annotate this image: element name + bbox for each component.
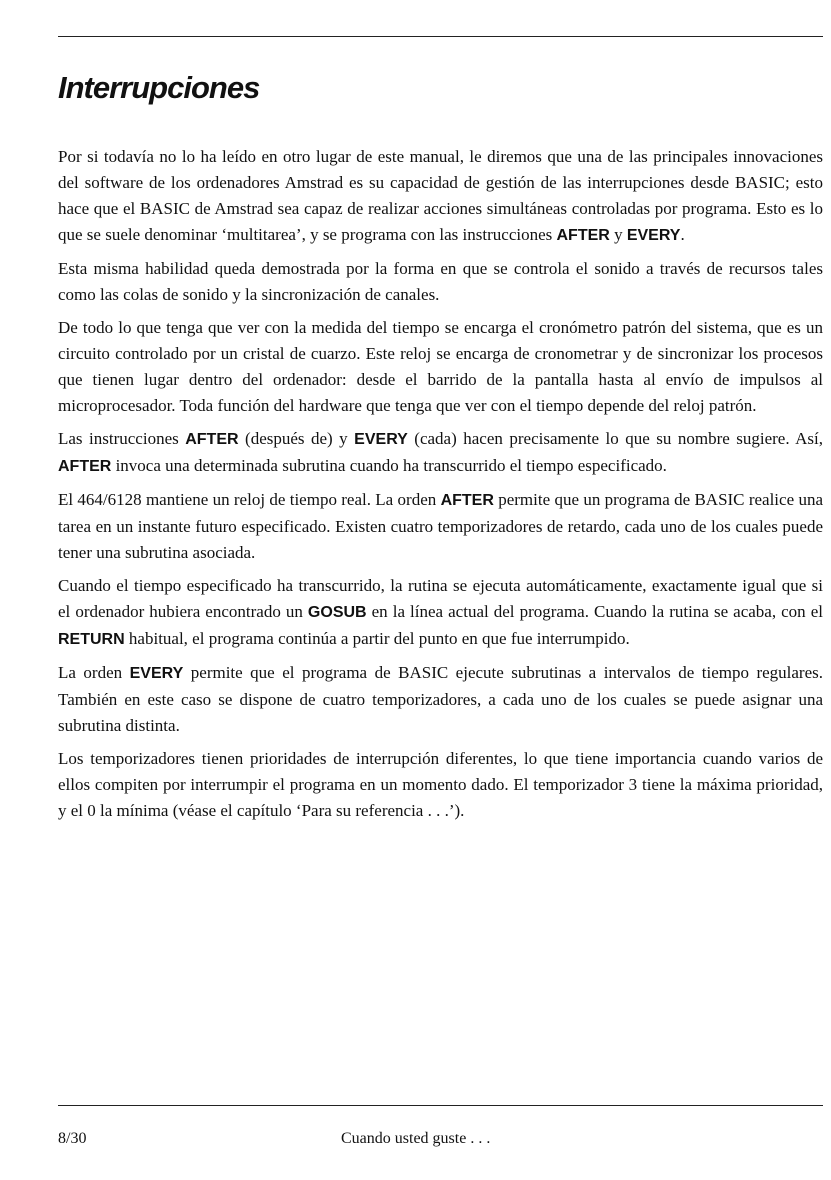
text-run: permite que un programa de BASIC realice una tarea en un instante futuro especificado. Existen cuatro temporizadores de retardo, cada uno de los cuales puede tener una subrutina asociada. — [58, 490, 823, 562]
paragraph-8 — [58, 746, 823, 824]
text-run: Cuando el tiempo especificado ha transcurrido, la rutina se ejecuta automáticamente, exactamente igual que si el ordenador hubiera encontrado un — [58, 576, 823, 621]
text-run: Las instrucciones — [58, 429, 186, 448]
text-run: invoca una determinada subrutina cuando ha transcurrido el tiempo especificado. — [111, 456, 667, 475]
paragraph-4 — [58, 426, 823, 480]
paragraph-6 — [58, 573, 823, 653]
paragraph-7 — [58, 660, 823, 739]
text-run: El 464/6128 mantiene un reloj de tiempo real. La orden — [58, 490, 441, 509]
text-run: habitual, el programa continúa a partir del punto en que fue interrumpido. — [124, 629, 630, 648]
text-run: (cada) hacen precisamente lo que su nombre sugiere. Así, — [407, 429, 824, 448]
body-text — [58, 144, 823, 831]
keyword-gosub: GOSUB — [307, 604, 367, 621]
text-run: De todo lo que tenga que ver con la medida del tiempo se encarga el cronómetro patrón del sistema, que es un circuito controlado por un cristal de cuarzo. Este reloj se encarga de cronometrar y de sincronizar los procesos que tienen lugar dentro del ordenador: desde el barrido de la pantalla hasta al envío de impulsos al microprocesador. Toda función del hardware que tenga que ver con el tiempo depende del reloj patrón. — [58, 318, 823, 415]
keyword-after: AFTER — [58, 458, 112, 475]
keyword-after: AFTER — [440, 492, 494, 509]
keyword-every: EVERY — [129, 665, 184, 682]
text-run: permite que el programa de BASIC ejecute subrutinas a intervalos de tiempo regulares. También en este caso se dispone de cuatro temporizadores, a cada uno de los cuales se puede asignar una subrutina distinta. — [58, 663, 824, 735]
bottom-rule — [58, 1105, 823, 1106]
paragraph-3 — [58, 315, 823, 419]
text-run: Por si todavía no lo ha leído en otro lugar de este manual, le diremos que una de las principales innovaciones del software de los ordenadores Amstrad es su capacidad de gestión de las interrupciones desde BASIC; esto hace que el BASIC de Amstrad sea capaz de realizar acciones simultáneas controladas por programa. Esto es lo que se suele denominar ‘multitarea’, y se programa con las instrucciones — [58, 147, 823, 244]
text-run: en la línea actual del programa. Cuando la rutina se acaba, con el — [366, 602, 823, 621]
text-run: Los temporizadores tienen prioridades de interrupción diferentes, lo que tiene importancia cuando varios de ellos compiten por interrumpir el programa en un momento dado. El temporizador 3 tiene la máxima prioridad, y el 0 la mínima (véase el capítulo ‘Para su referencia . . .’). — [58, 749, 823, 820]
page-title: Interrupciones — [58, 70, 260, 105]
paragraph-2 — [58, 256, 823, 308]
text-run: La orden — [58, 663, 130, 682]
text-run: (después de) y — [238, 429, 355, 448]
keyword-after: AFTER — [556, 227, 610, 244]
text-run: y — [609, 225, 627, 244]
text-run: . — [680, 225, 685, 244]
paragraph-5 — [58, 487, 823, 566]
paragraph-1 — [58, 144, 823, 249]
top-rule — [58, 36, 823, 37]
keyword-every: EVERY — [626, 227, 681, 244]
running-title: Cuando usted guste . . . — [341, 1130, 491, 1147]
keyword-every: EVERY — [354, 431, 408, 448]
keyword-after: AFTER — [185, 431, 239, 448]
text-run: Esta misma habilidad queda demostrada por la forma en que se controla el sonido a través de recursos tales como las colas de sonido y la sincronización de canales. — [58, 259, 823, 304]
page-number: 8/30 — [58, 1130, 87, 1147]
keyword-return: RETURN — [58, 631, 125, 648]
